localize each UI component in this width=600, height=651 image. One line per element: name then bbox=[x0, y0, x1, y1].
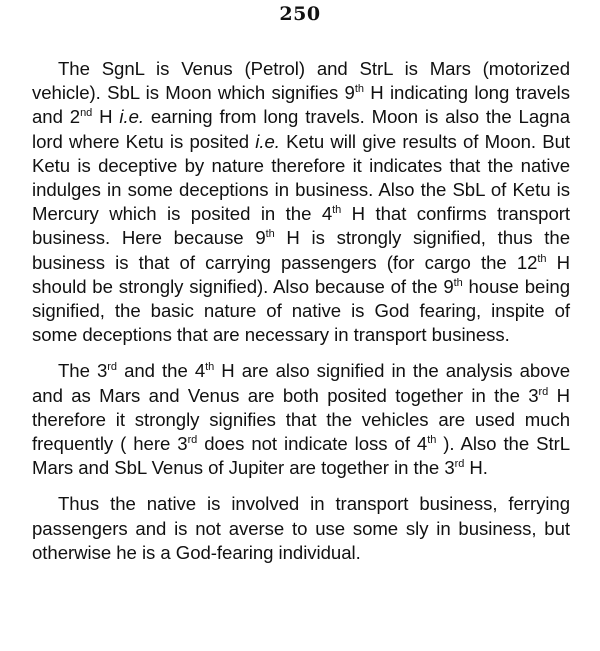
italic-text: i.e. bbox=[119, 106, 145, 128]
text-run: H is strongly signified, thus the business is that of carrying passengers (for cargo the 12 bbox=[32, 227, 570, 273]
ordinal-suffix: th bbox=[453, 276, 463, 289]
text-run: H indicating long travels and 2 bbox=[32, 82, 570, 128]
text-run: and the 4 bbox=[116, 360, 206, 382]
paragraph-2 bbox=[32, 359, 570, 480]
ordinal-suffix: rd bbox=[538, 385, 549, 398]
paragraph-3 bbox=[32, 492, 570, 565]
text-run: H are also signified in the analysis above and as Mars and Venus are both posited together in the 3 bbox=[32, 360, 571, 406]
text-run: H bbox=[92, 106, 120, 128]
paragraph-1 bbox=[32, 57, 570, 347]
text-run: H that confirms transport business. Here because 9 bbox=[32, 203, 571, 249]
ordinal-suffix: th bbox=[265, 228, 275, 241]
text-run: Thus the native is involved in transport business, ferrying passengers and is not averse to use some sly in business, but otherwise he is a God-fearing individual. bbox=[32, 493, 570, 563]
ordinal-suffix: rd bbox=[454, 458, 465, 471]
text-run: H. bbox=[464, 457, 488, 479]
body-text bbox=[32, 57, 570, 565]
text-run: earning from long travels. Moon is also the Lagna lord where Ketu is posited bbox=[32, 106, 570, 152]
ordinal-suffix: th bbox=[427, 433, 437, 446]
text-run: house being signified, the basic nature of native is God fearing, inspite of some deceptions that are necessary in transport business. bbox=[32, 275, 570, 346]
text-run: Ketu will give results of Moon. But Ketu is deceptive by nature therefore it indicates that the native indulges in some deceptions in business. Also the SbL of Ketu is Mercury which is posited in the 4 bbox=[32, 130, 571, 225]
italic-text: i.e. bbox=[255, 130, 280, 152]
ordinal-suffix: th bbox=[205, 361, 215, 374]
ordinal-suffix: th bbox=[354, 83, 364, 96]
ordinal-suffix: nd bbox=[80, 107, 93, 120]
ordinal-suffix: th bbox=[537, 252, 547, 265]
text-run: does not indicate loss of 4 bbox=[197, 433, 428, 455]
text-run: ). Also the StrL Mars and SbL Venus of Jupiter are together in the 3 bbox=[32, 433, 571, 479]
text-run: The SgnL is Venus (Petrol) and StrL is Mars (motorized vehicle). SbL is Moon which signifies 9 bbox=[32, 58, 570, 104]
ordinal-suffix: th bbox=[332, 204, 342, 217]
ordinal-suffix: rd bbox=[107, 361, 117, 374]
page-number: 250 bbox=[279, 3, 321, 25]
text-run: H should be strongly signified). Also because of the 9 bbox=[32, 251, 571, 297]
text-run: The 3 bbox=[58, 360, 108, 382]
ordinal-suffix: rd bbox=[187, 433, 198, 446]
text-run: H therefore it strongly signifies that the vehicles are used much frequently ( here 3 bbox=[32, 384, 570, 455]
